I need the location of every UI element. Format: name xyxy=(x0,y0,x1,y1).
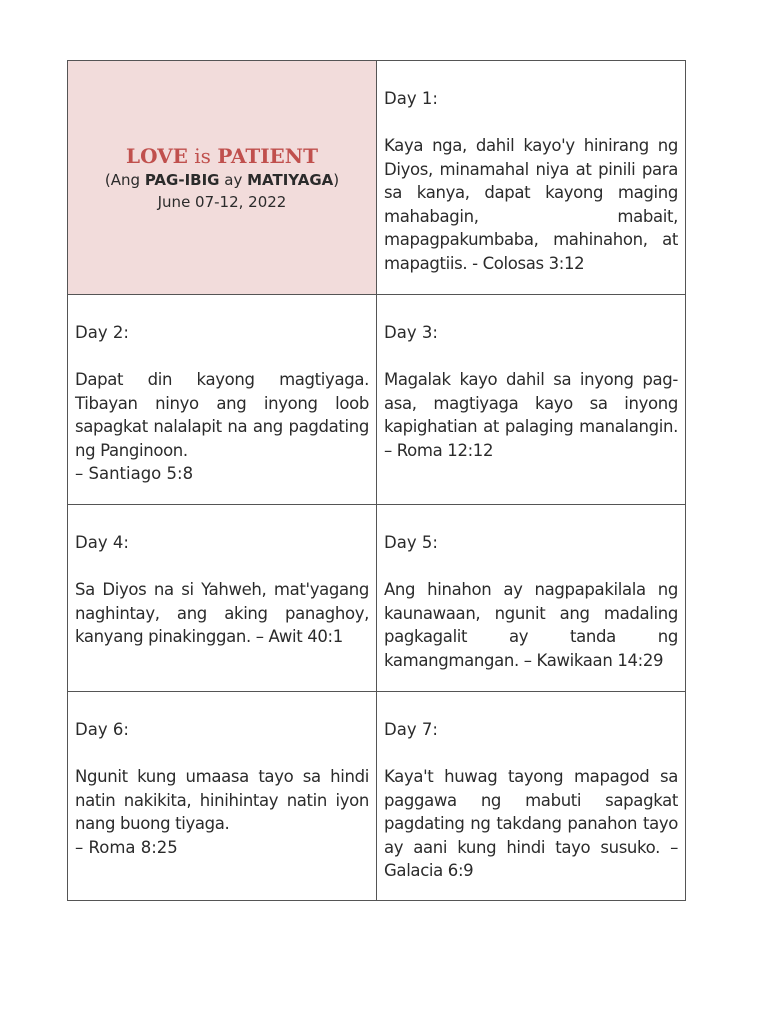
verse-text: Kaya nga, dahil kayo'y hinirang ng Diyos, minamahal niya at pinili para sa kanya, dapat kayong maging mahabagin, mabait, mapagpakumbaba, mahinahon, at mapagtiis. - Colosas 3:12 xyxy=(384,136,678,273)
day-label: Day 7: xyxy=(384,720,438,739)
title-patient: PATIENT xyxy=(217,143,318,168)
subtitle-pagibig: PAG-IBIG xyxy=(144,170,220,189)
day-label: Day 6: xyxy=(75,720,129,739)
devotional-table xyxy=(67,60,686,901)
day-cell-5 xyxy=(377,505,686,692)
subtitle-matiyaga: MATIYAGA xyxy=(247,170,334,189)
verse-text: Ang hinahon ay nagpapakilala ng kaunawaan, ngunit ang madaling pagkagalit ay tanda ng kamangmangan. – Kawikaan 14:29 xyxy=(384,580,678,670)
verse-text: Sa Diyos na si Yahweh, mat'yagang naghintay, ang aking panaghoy, kanyang pinakinggan. – Awit 40:1 xyxy=(75,580,369,646)
day-cell-7 xyxy=(377,692,686,901)
table-row xyxy=(68,295,686,505)
verse-reference: – Santiago 5:8 xyxy=(75,464,194,483)
day-cell-4 xyxy=(68,505,377,692)
verse-text: Dapat din kayong magtiyaga. Tibayan ninyo ang inyong loob sapagkat nalalapit na ang pagdating ng Panginoon. xyxy=(75,370,369,460)
table-row xyxy=(68,692,686,901)
day-label: Day 3: xyxy=(384,323,438,342)
date-range: June 07-12, 2022 xyxy=(157,192,287,211)
subtitle xyxy=(75,169,369,191)
verse-text: Kaya't huwag tayong mapagod sa paggawa ng mabuti sapagkat pagdating ng takdang panahon tayo ay aani kung hindi tayo susuko. – Galacia 6:9 xyxy=(384,767,678,880)
day-cell-3 xyxy=(377,295,686,505)
day-label: Day 1: xyxy=(384,89,438,108)
day-label: Day 2: xyxy=(75,323,129,342)
title-love: LOVE xyxy=(126,143,188,168)
verse-reference: – Roma 8:25 xyxy=(75,837,178,857)
day-cell-6 xyxy=(68,692,377,901)
subtitle-close: ) xyxy=(333,170,340,189)
subtitle-open: (Ang xyxy=(104,170,145,189)
verse-text: Ngunit kung umaasa tayo sa hindi natin nakikita, hinihintay natin iyon nang buong tiyaga. xyxy=(75,767,369,833)
day-label: Day 5: xyxy=(384,533,438,552)
table-row xyxy=(68,505,686,692)
title-cell xyxy=(68,61,377,295)
subtitle-ay: ay xyxy=(219,170,248,189)
day-cell-2 xyxy=(68,295,377,505)
page-title xyxy=(75,143,369,169)
day-cell-1 xyxy=(377,61,686,295)
verse-text: Magalak kayo dahil sa inyong pag-asa, magtiyaga kayo sa inyong kapighatian at palaging manalangin. – Roma 12:12 xyxy=(384,370,678,460)
table-row xyxy=(68,61,686,295)
title-is: is xyxy=(194,143,211,168)
day-label: Day 4: xyxy=(75,533,129,552)
